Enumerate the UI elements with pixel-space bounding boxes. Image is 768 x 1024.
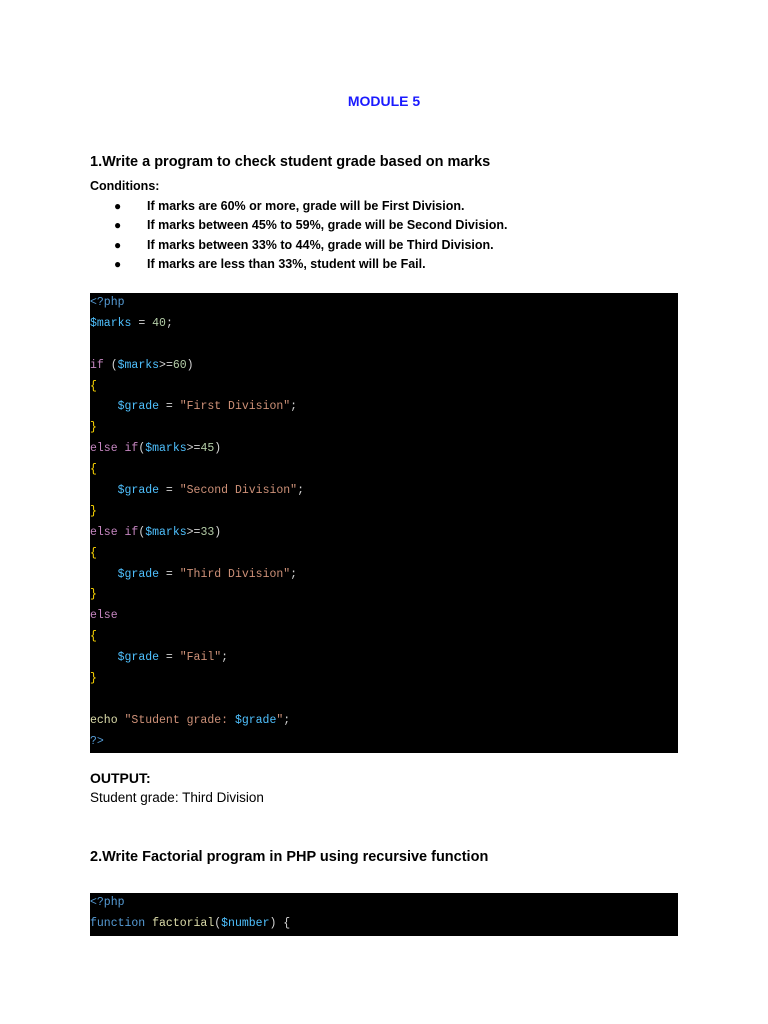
code-line <box>90 418 678 439</box>
code-line <box>90 460 678 481</box>
code-token: = <box>159 484 180 498</box>
code-token: $grade <box>117 400 160 414</box>
code-token: ) <box>186 358 194 372</box>
code-token: { <box>90 630 97 644</box>
code-line <box>90 397 678 418</box>
code-token: } <box>90 588 97 602</box>
code-token: 60 <box>172 358 187 372</box>
code-line <box>90 439 678 460</box>
bullet-icon: ● <box>114 237 122 252</box>
code-token: else if <box>90 442 139 456</box>
code-token: "First Division" <box>179 400 291 414</box>
condition-text: If marks are 60% or more, grade will be First Division. <box>147 199 465 213</box>
code-token: 45 <box>200 442 215 456</box>
code-token: 40 <box>152 316 166 330</box>
code-token: if <box>90 358 104 372</box>
condition-item <box>90 255 508 274</box>
code-token <box>90 484 118 497</box>
code-token: ; <box>290 567 298 581</box>
code-block-factorial <box>90 893 678 936</box>
output-label: OUTPUT: <box>90 770 151 786</box>
code-line <box>90 314 678 335</box>
code-token: else if <box>90 525 139 539</box>
code-line <box>90 648 678 669</box>
question-1-heading: 1.Write a program to check student grade based on marks <box>90 154 491 170</box>
condition-item <box>90 197 508 216</box>
code-line <box>90 565 678 586</box>
code-line <box>90 627 678 648</box>
code-line <box>90 335 678 356</box>
question-2-heading: 2.Write Factorial program in PHP using recursive function <box>90 849 489 865</box>
code-token: ; <box>297 484 304 498</box>
code-token: "Third Division" <box>179 567 291 581</box>
code-token: $marks <box>90 316 132 330</box>
code-token: ?> <box>90 734 104 748</box>
code-token: = <box>131 316 153 330</box>
bullet-icon: ● <box>114 199 122 213</box>
code-token: ( <box>138 525 146 539</box>
code-token: = <box>159 651 180 665</box>
code-token: <?php <box>90 896 125 909</box>
code-line <box>90 893 678 914</box>
code-token: = <box>159 567 180 581</box>
code-token: factorial <box>152 916 215 930</box>
conditions-list <box>90 197 508 274</box>
code-token: ) <box>269 916 277 930</box>
code-token: "Fail" <box>179 651 222 665</box>
code-token: $grade <box>117 484 160 498</box>
code-token: >= <box>186 442 201 456</box>
condition-item <box>90 216 508 235</box>
code-token: $number <box>221 916 270 930</box>
code-token <box>90 651 118 664</box>
code-line <box>90 544 678 565</box>
condition-text: If marks between 45% to 59%, grade will be Second Division. <box>147 218 508 233</box>
code-token: "Student grade: <box>124 713 235 727</box>
code-token: ; <box>165 316 173 330</box>
code-token: } <box>90 672 97 686</box>
code-token: $marks <box>145 442 187 456</box>
code-line <box>90 711 678 732</box>
output-text: Student grade: Third Division <box>90 790 264 805</box>
code-line <box>90 293 678 314</box>
code-token: ; <box>283 713 291 727</box>
code-token: ( <box>103 358 118 372</box>
code-token: { <box>90 463 97 477</box>
code-line <box>90 523 678 544</box>
bullet-icon: ● <box>114 256 122 271</box>
code-token: ) <box>214 442 222 456</box>
code-token: >= <box>186 525 201 539</box>
code-line <box>90 606 678 627</box>
code-token: ; <box>290 400 298 414</box>
code-token <box>90 568 118 581</box>
code-token: { <box>276 916 291 930</box>
code-token: $grade <box>117 567 160 581</box>
code-line <box>90 502 678 523</box>
code-token: } <box>90 504 97 518</box>
code-token: { <box>90 546 97 560</box>
code-line <box>90 377 678 398</box>
code-token: " <box>276 713 284 727</box>
code-token: { <box>90 379 97 393</box>
code-token: ; <box>221 651 229 665</box>
condition-item <box>90 236 508 255</box>
code-token: = <box>159 400 180 414</box>
code-token <box>90 400 118 413</box>
code-line <box>90 669 678 690</box>
conditions-label: Conditions: <box>90 179 160 193</box>
code-line <box>90 732 678 753</box>
code-token: else <box>90 609 118 623</box>
code-token: function <box>90 916 146 930</box>
code-token: >= <box>159 358 173 372</box>
code-token: $marks <box>117 358 160 372</box>
code-token: 33 <box>200 525 215 539</box>
code-token: $marks <box>145 525 187 539</box>
code-line <box>90 356 678 377</box>
code-token: ) <box>214 525 222 539</box>
module-title: MODULE 5 <box>347 93 421 109</box>
code-token: } <box>90 421 97 435</box>
code-line <box>90 914 678 935</box>
code-token: $grade <box>234 713 277 727</box>
condition-text: If marks are less than 33%, student will be Fail. <box>147 256 426 271</box>
code-token: echo <box>90 713 125 727</box>
code-token: $grade <box>117 651 160 665</box>
code-token: ( <box>214 916 222 930</box>
code-line <box>90 690 678 711</box>
code-block-grade <box>90 293 678 753</box>
code-token: <?php <box>90 296 125 309</box>
condition-text: If marks between 33% to 44%, grade will be Third Division. <box>147 237 494 252</box>
code-token: "Second Division" <box>179 484 298 498</box>
code-line <box>90 481 678 502</box>
code-token: ( <box>138 442 146 456</box>
bullet-icon: ● <box>114 218 122 233</box>
code-line <box>90 585 678 606</box>
